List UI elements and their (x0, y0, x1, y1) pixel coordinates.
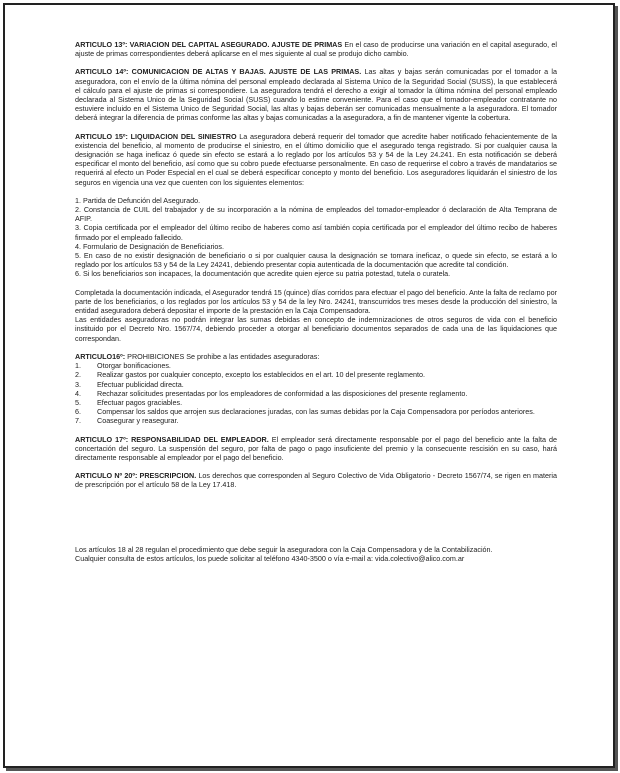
list-item-text: Otorgar bonificaciones. (97, 361, 171, 371)
article-15-body: La aseguradora deberá requerir del tomador que acredite haber notificado fehacientemente de la existencia del beneficio, al momento de producirse el siniestro, en el último domicilio que el asegurado tenga registrado. Si por cualquier causa la designación se haga ineficaz ó quede sin efecto se estará a lo reglado por los artículos 53 y 54 de la Ley 24.241. En esta notificación se deberá especificar el monto del beneficio, así como que su cobro puede efectuarse personalmente. En caso de requerirse el cobro a través de mandatarios se requerirá al efecto un Poder Especial en el cual se deberá especificar concepto y monto del beneficio. Los aseguradores liquidarán el siniestro de los seguros en vigencia una vez que cuenten con los siguientes elementos: (75, 131, 557, 187)
article-15 (75, 132, 557, 187)
list-item-text: Compensar los saldos que arrojen sus declaraciones juradas, con las sumas debidas por la Caja Compensadora por períodos anteriores. (97, 407, 535, 417)
document-body (75, 40, 557, 563)
list-item-number: 2. (75, 370, 81, 380)
list-item: 1. Partida de Defunción del Asegurado. (75, 195, 201, 205)
list-item: 4. Formulario de Designación de Beneficiarios. (75, 241, 225, 251)
article-16-heading: ARTICULO16º: (75, 351, 126, 361)
article-13-body: En el caso de producirse una variación en el capital asegurado, el ajuste de primas correspondientes deberá aplicarse en el mes siguiente al cual se produjo dicho cambio. (75, 40, 558, 59)
list-item (75, 361, 557, 370)
article-15-integration-paragraph: Las entidades aseguradoras no podrán integrar las sumas debidas en concepto de indemnizaciones de otros seguros de vida con el beneficio instituido por el Decreto Nro. 1567/74, debiendo proceder a otorgar al beneficiario documentos separados de cada una de las liquidaciones que correspondan. (75, 315, 557, 343)
list-item-number: 3. (75, 379, 81, 389)
article-17 (75, 435, 557, 463)
list-item (75, 407, 557, 416)
list-item-text: Realizar gastos por cualquier concepto, excepto los establecidos en el art. 10 del presente reglamento. (97, 370, 426, 380)
list-item-number: 6. (75, 407, 81, 417)
list-item: 2. Constancia de CUIL del trabajador y de su incorporación a la nómina de empleados del tomador-empleador ó declaración de Alta Temprana de AFIP. (75, 205, 557, 224)
footer-line-procedure: Los artículos 18 al 28 regulan el procedimiento que debe seguir la aseguradora con la Caja Compensadora y de la Contabilización. (75, 544, 493, 554)
list-item-number: 1. (75, 361, 81, 371)
article-20 (75, 471, 557, 489)
list-item-text: Coasegurar y reasegurar. (97, 416, 179, 426)
list-item (75, 380, 557, 389)
list-item-number: 4. (75, 388, 81, 398)
list-item-text: Rechazar solicitudes presentadas por los empleadores de conformidad a las disposiciones del presente reglamento. (97, 388, 468, 398)
list-item: 3. Copia certificada por el empleador del último recibo de haberes como así también copia certificada por el empleador del último recibo de haberes firmado por el empleado fallecido. (75, 223, 557, 242)
article-20-body: Los derechos que corresponden al Seguro Colectivo de Vida Obligatorio - Decreto 1567/74, se rigen en materia de prescripción por el artículo 58 de la Ley 17.418. (75, 471, 557, 490)
list-item-number: 5. (75, 397, 81, 407)
article-16-body: PROHIBICIONES Se prohibe a las entidades aseguradoras: (125, 351, 320, 361)
footer-line-contact: Cualquier consulta de estos artículos, los puede solicitar al teléfono 4340-3500 o vía e-mail a: vida.colectivo@alico.com.ar (75, 553, 465, 563)
list-item-text: Efectuar publicidad directa. (97, 379, 184, 389)
article-17-heading: ARTICULO 17º: RESPONSABILIDAD DEL EMPLEADOR. (75, 434, 269, 444)
article-20-heading: ARTICULO Nº 20º: PRESCRIPCION. (75, 471, 197, 481)
list-item (75, 389, 557, 398)
article-15-payment-paragraph: Completada la documentación indicada, el Asegurador tendrá 15 (quince) días corridos para efectuar el pago del beneficio. Ante la falta de reclamo por parte de los beneficiarios, o los reglados por los artículos 53 y 54 de la ley Nro. 24241, transcurridos tres meses desde la producción del siniestro, la entidad aseguradora deberá depositar el importe de la prestación en la Caja Compensadora. (75, 287, 557, 316)
list-item-text: Efectuar pagos graciables. (97, 397, 183, 407)
list-item (75, 416, 557, 425)
footer-note (75, 545, 557, 563)
list-item: 5. En caso de no existir designación de beneficiario o si por cualquier causa la designación se tornara ineficaz, o quede sin efecto, se estará a lo reglado por los artículos 53 y 54 de la Ley 24241, debiendo presentar copia autenticada de la documentación que acredite tal condición. (75, 251, 557, 270)
article-15-heading: ARTICULO 15º: LIQUIDACION DEL SINIESTRO (75, 131, 237, 141)
list-item (75, 370, 557, 379)
article-14-body: Las altas y bajas serán comunicadas por el tomador a la aseguradora, con el envío de la última nómina del personal empleado declarada al Sistema Unico de la Seguridad Social (SUSS), la que establecerá el cálculo para el ajuste de primas si correspondiere. La aseguradora tendrá el derecho a exigir al tomador la última nómina del personal empleado declarada al Sistema Unico de la Seguridad Social (SUSS) cuando lo estime conveniente. Para el caso que el tomador-empleador contratante no estuviere incluido en el Sistema Unico de Seguridad Social, las altas y bajas deberán ser comunicadas mensualmente a la aseguradora. El tomador deberá integrar la diferencia de primas conforme las altas y bajas comunicadas a la aseguradora, a fin de mantener vigente la cobertura. (75, 67, 557, 123)
article-16 (75, 352, 557, 361)
article-14 (75, 67, 557, 122)
article-15-requirements-list (75, 196, 557, 279)
article-16-prohibitions-list (75, 361, 557, 425)
list-item-number: 7. (75, 416, 81, 426)
list-item: 6. Si los beneficiarios son incapaces, la documentación que acredite quien ejerce su patria potestad, tutela o curatela. (75, 269, 451, 279)
article-14-heading: ARTICULO 14º: COMUNICACION DE ALTAS Y BAJAS. AJUSTE DE LAS PRIMAS. (75, 67, 362, 77)
article-13-heading: ARTICULO 13º: VARIACION DEL CAPITAL ASEGURADO. AJUSTE DE PRIMAS (75, 40, 343, 49)
list-item (75, 398, 557, 407)
article-17-body: El empleador será directamente responsable por el pago del beneficio ante la falta de concertación del seguro. La suspensión del seguro, por falta de pago o pago insuficiente del premio y la consecuente rescisión en su caso, hará directamente responsable al empleador por el pago del beneficio. (75, 434, 557, 462)
article-13 (75, 40, 557, 58)
